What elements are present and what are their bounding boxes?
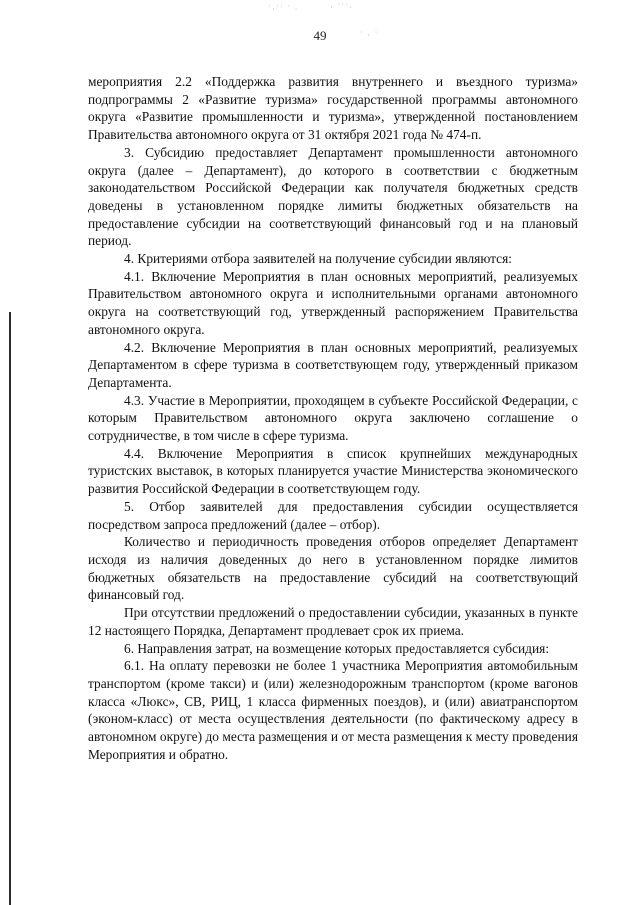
paragraph-4-1: 4.1. Включение Мероприятия в план основных мероприятий, реализуемых Правительством автономного округа и исполнительными органами автономного округа на соответствующий год, утвержденный распоряжением Правительства автономного округа. — [88, 268, 578, 337]
paragraph-4-3: 4.3. Участие в Мероприятии, проходящем в субъекте Российской Федерации, с которым Правительством автономного округа заключено соглашение о сотрудничестве, в том числе в сфере туризма. — [88, 392, 578, 444]
paragraph-6-1: 6.1. На оплату перевозки не более 1 участника Мероприятия автомобильным транспортом (кроме такси) и (или) железнодорожным транспортом (кроме вагонов класса «Люкс», СВ, РИЦ, 1 класса фирменных поездов), и (или) авиатранспортом (эконом-класс) от места осуществления деятельности (по фактическому адресу в автономном округе) до места размещения и от места размещения к месту проведения Мероприятия и обратно. — [88, 658, 578, 762]
paragraph-3: 3. Субсидию предоставляет Департамент промышленности автономного округа (далее – Департамент), до которого в соответствии с бюджетным законодательством Российской Федерации как получателя бюджетных средств доведены в установленном порядке лимиты бюджетных обязательств на предоставление субсидии на соответствующий финансовый год и на плановый период. — [88, 144, 578, 249]
paragraph-6: 6. Направления затрат, на возмещение которых предоставляется субсидия: — [124, 640, 550, 656]
scan-artifact: ˙ · ˙ — [360, 30, 379, 40]
paragraph-intro: мероприятия 2.2 «Поддержка развития внутреннего и въездного туризма» подпрограммы 2 «Развитие туризма» государственной программы автономного округа «Развитие промышленности и туризма», утвержденной постановлением Правительства автономного округа от 31 октября 2021 года № 474-п. — [88, 74, 578, 143]
paragraph-4: 4. Критериями отбора заявителей на получение субсидии являются: — [124, 251, 513, 267]
paragraph-5-extension: При отсутствии предложений о предоставлении субсидии, указанных в пункте 12 настоящего Порядка, Департамент продлевает срок их приема. — [88, 605, 578, 638]
paragraph-5: 5. Отбор заявителей для предоставления субсидии осуществляется посредством запроса предложений (далее – отбор). — [88, 498, 578, 532]
scan-artifact: ˙·˙˙ ˙ · — [268, 4, 299, 14]
paragraph-5-quantity: Количество и периодичность проведения отборов определяет Департамент исходя из наличия доведенных до него в установленном порядке лимитов бюджетных обязательств на предоставление субсидий на соответствующий финансовый год. — [88, 534, 578, 603]
paragraph-4-2: 4.2. Включение Мероприятия в план основных мероприятий, реализуемых Департаментом в сфере туризма в соответствующем году, утвержденный приказом Департамента. — [88, 339, 578, 390]
scan-artifact: · ˙˙˙· — [330, 2, 354, 12]
scan-margin-line — [9, 312, 11, 905]
paragraph-4-4: 4.4. Включение Мероприятия в список крупнейших международных туристских выставок, в которых планируется участие Министерства экономического развития Российской Федерации в соответствующем году. — [88, 445, 578, 497]
page-number: 49 — [313, 28, 327, 43]
document-body — [88, 73, 578, 763]
